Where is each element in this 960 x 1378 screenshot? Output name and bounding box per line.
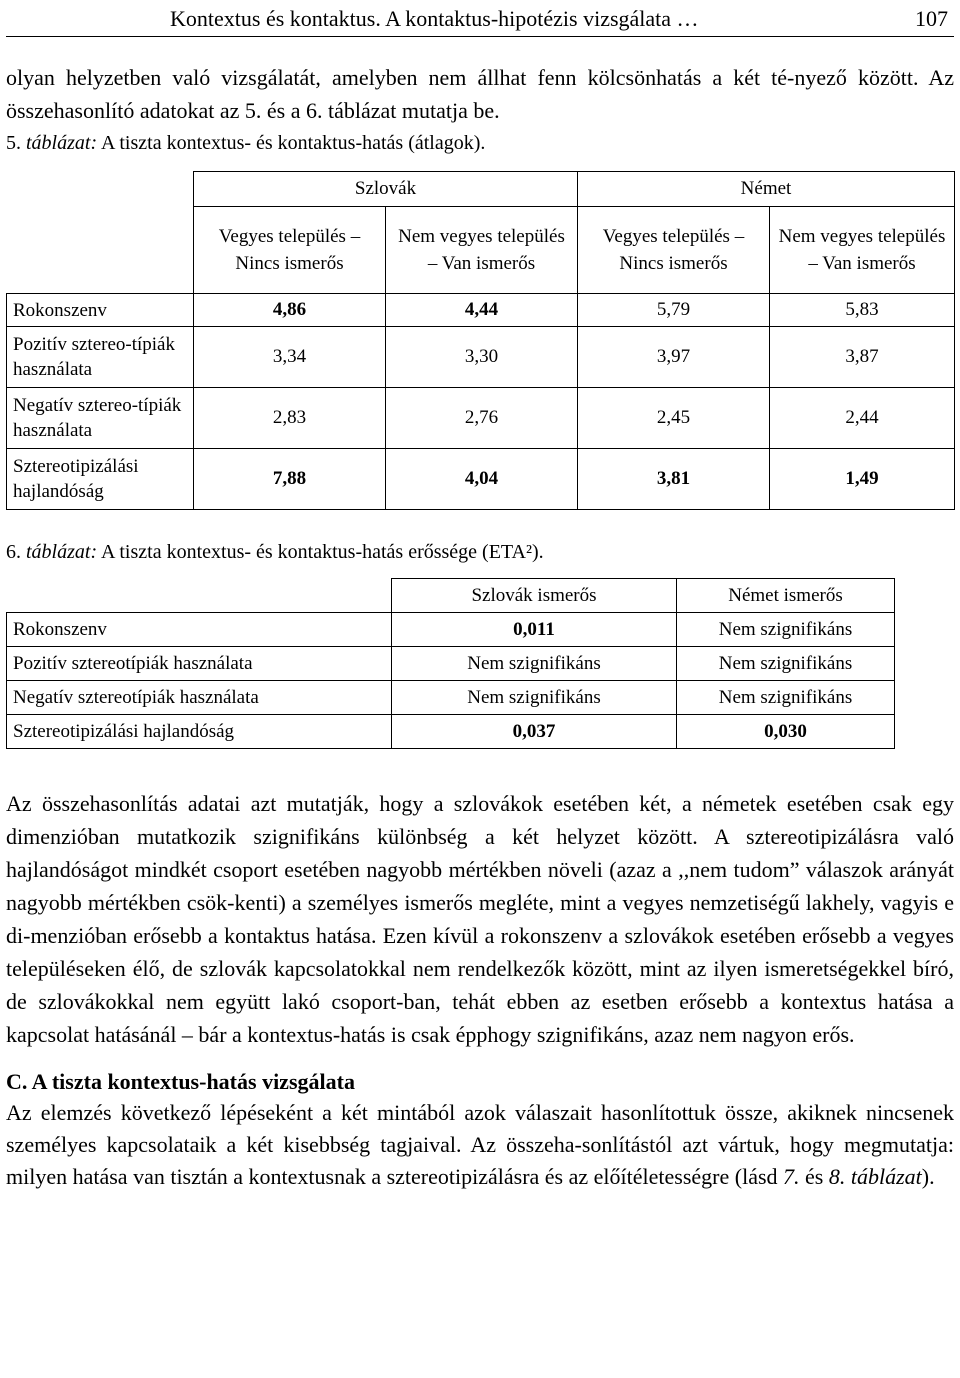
row-label: Negatív sztereotípiák használata xyxy=(7,681,392,715)
table-cell: Nem szignifikáns xyxy=(677,613,895,647)
section-paragraph-start: Az elemzés következő lépéseként a két mintából azok válaszait hasonlítottuk össze, akiknek nincsenek személyes kapcsolataik a két kisebbség tagjaival. Az összeha-sonlítástól azt vártuk, hogy megmutatja: milyen hatása van tisztán a kontextusnak a sztereotipizálásra és az előítéletességre (lásd xyxy=(6,1100,954,1189)
table-reference: 8. táblázat xyxy=(828,1164,922,1189)
table-cell: 3,30 xyxy=(386,327,578,388)
table-cell: Nem szignifikáns xyxy=(677,681,895,715)
table-cell: 2,76 xyxy=(386,388,578,449)
table-cell: 5,83 xyxy=(770,294,955,327)
table-header-row xyxy=(7,579,895,613)
table-cell: 3,87 xyxy=(770,327,955,388)
document-page xyxy=(6,0,954,1193)
table-cell: 7,88 xyxy=(194,449,386,510)
table-cell: 0,037 xyxy=(392,715,677,749)
table6-column-header: Szlovák ismerős xyxy=(392,579,677,613)
table5-caption xyxy=(6,129,954,157)
table-cell: 2,44 xyxy=(770,388,955,449)
row-label: Rokonszenv xyxy=(7,613,392,647)
body-paragraph: Az összehasonlítás adatai azt mutatják, hogy a szlovákok esetében két, a németek esetében csak egy dimenzióban mutatkozik szignifikáns különbség a két helyzet között. A sztereotipizálásra való hajlandóságot mindkét csoport esetében nagyobb mértékben növeli (azaz a ,,nem tudom” válaszok arányát nagyobb mértékben csök-kenti) a személyes ismerős megléte, mint a vegyes nemzetiségű lakhely, vagyis e di-menzióban erősebb a kontaktus hatása. Ezen kívül a rokonszenv a szlovákok esetében erősebb a vegyes településeken élő, de szlovák kapcsolatokkal nem rendelkezők között, mint az ilyen ismeretségekkel bíró, de szlovákokkal nem együtt lakó csoport-ban, tehát ebben az esetben erősebb a kontextus hatása a kapcsolat hatásánál – bár a kontextus-hatás is csak épphogy szignifikáns, azaz nem nagyon erős. xyxy=(6,791,954,1047)
table-cell: 1,49 xyxy=(770,449,955,510)
table-cell: 4,04 xyxy=(386,449,578,510)
table-cell: 3,34 xyxy=(194,327,386,388)
table-cell: 4,44 xyxy=(386,294,578,327)
table6-caption-text: A tiszta kontextus- és kontaktus-hatás erőssége (ETA²). xyxy=(101,541,544,563)
row-label: Pozitív sztereotípiák használata xyxy=(7,647,392,681)
table-cell: 4,86 xyxy=(194,294,386,327)
table5-corner xyxy=(7,172,194,294)
table-cell: Nem szignifikáns xyxy=(677,647,895,681)
table6-caption-number: 6. xyxy=(6,541,21,563)
table6 xyxy=(6,578,895,749)
table5-subheader: Nem vegyes település – Van ismerős xyxy=(386,207,578,294)
table-cell: 3,97 xyxy=(578,327,770,388)
table5-caption-number: 5. xyxy=(6,132,21,154)
table-row xyxy=(7,388,955,449)
table6-corner xyxy=(7,579,392,613)
table-row xyxy=(7,294,955,327)
table-cell: Nem szignifikáns xyxy=(392,647,677,681)
table-row xyxy=(7,647,895,681)
section-title: C. A tiszta kontextus-hatás vizsgálata xyxy=(6,1069,355,1094)
intro-paragraph: olyan helyzetben való vizsgálatát, amelyben nem állhat fenn kölcsönhatás a két té-nyező között. Az összehasonlító adatokat az 5. és a 6. táblázat mutatja be. xyxy=(6,65,954,123)
running-header xyxy=(6,0,954,37)
table-cell: 3,81 xyxy=(578,449,770,510)
table6-caption xyxy=(6,538,954,566)
table-cell: 2,83 xyxy=(194,388,386,449)
table-cell: 2,45 xyxy=(578,388,770,449)
table5-subheader: Vegyes település – Nincs ismerős xyxy=(194,207,386,294)
table5-caption-text: A tiszta kontextus- és kontaktus-hatás (átlagok). xyxy=(101,132,486,154)
table-cell: Nem szignifikáns xyxy=(392,681,677,715)
section-paragraph-and: és xyxy=(799,1164,829,1189)
table5 xyxy=(6,171,955,510)
table-reference: 7. xyxy=(783,1164,800,1189)
section-paragraph-end: ). xyxy=(921,1164,935,1189)
row-label: Sztereotipizálási hajlandóság xyxy=(7,715,392,749)
table5-group-header: Német xyxy=(578,172,955,207)
table-row xyxy=(7,449,955,510)
table-cell: 5,79 xyxy=(578,294,770,327)
row-label: Sztereotipizálási hajlandóság xyxy=(7,449,194,510)
row-label: Negatív sztereo-típiák használata xyxy=(7,388,194,449)
row-label: Pozitív sztereo-típiák használata xyxy=(7,327,194,388)
table6-caption-label: táblázat: xyxy=(26,541,98,563)
table-row xyxy=(7,327,955,388)
table-cell: 0,011 xyxy=(392,613,677,647)
table-row xyxy=(7,715,895,749)
table-row xyxy=(7,681,895,715)
table5-group-header: Szlovák xyxy=(194,172,578,207)
table-row xyxy=(7,613,895,647)
table5-subheader: Vegyes település – Nincs ismerős xyxy=(578,207,770,294)
table5-caption-label: táblázat: xyxy=(26,132,98,154)
running-title: Kontextus és kontaktus. A kontaktus-hipotézis vizsgálata … xyxy=(170,6,699,31)
row-label: Rokonszenv xyxy=(7,294,194,327)
table5-subheader: Nem vegyes település – Van ismerős xyxy=(770,207,955,294)
table6-column-header: Német ismerős xyxy=(677,579,895,613)
table-cell: 0,030 xyxy=(677,715,895,749)
section-paragraph xyxy=(6,1097,954,1193)
page-number: 107 xyxy=(915,6,948,31)
